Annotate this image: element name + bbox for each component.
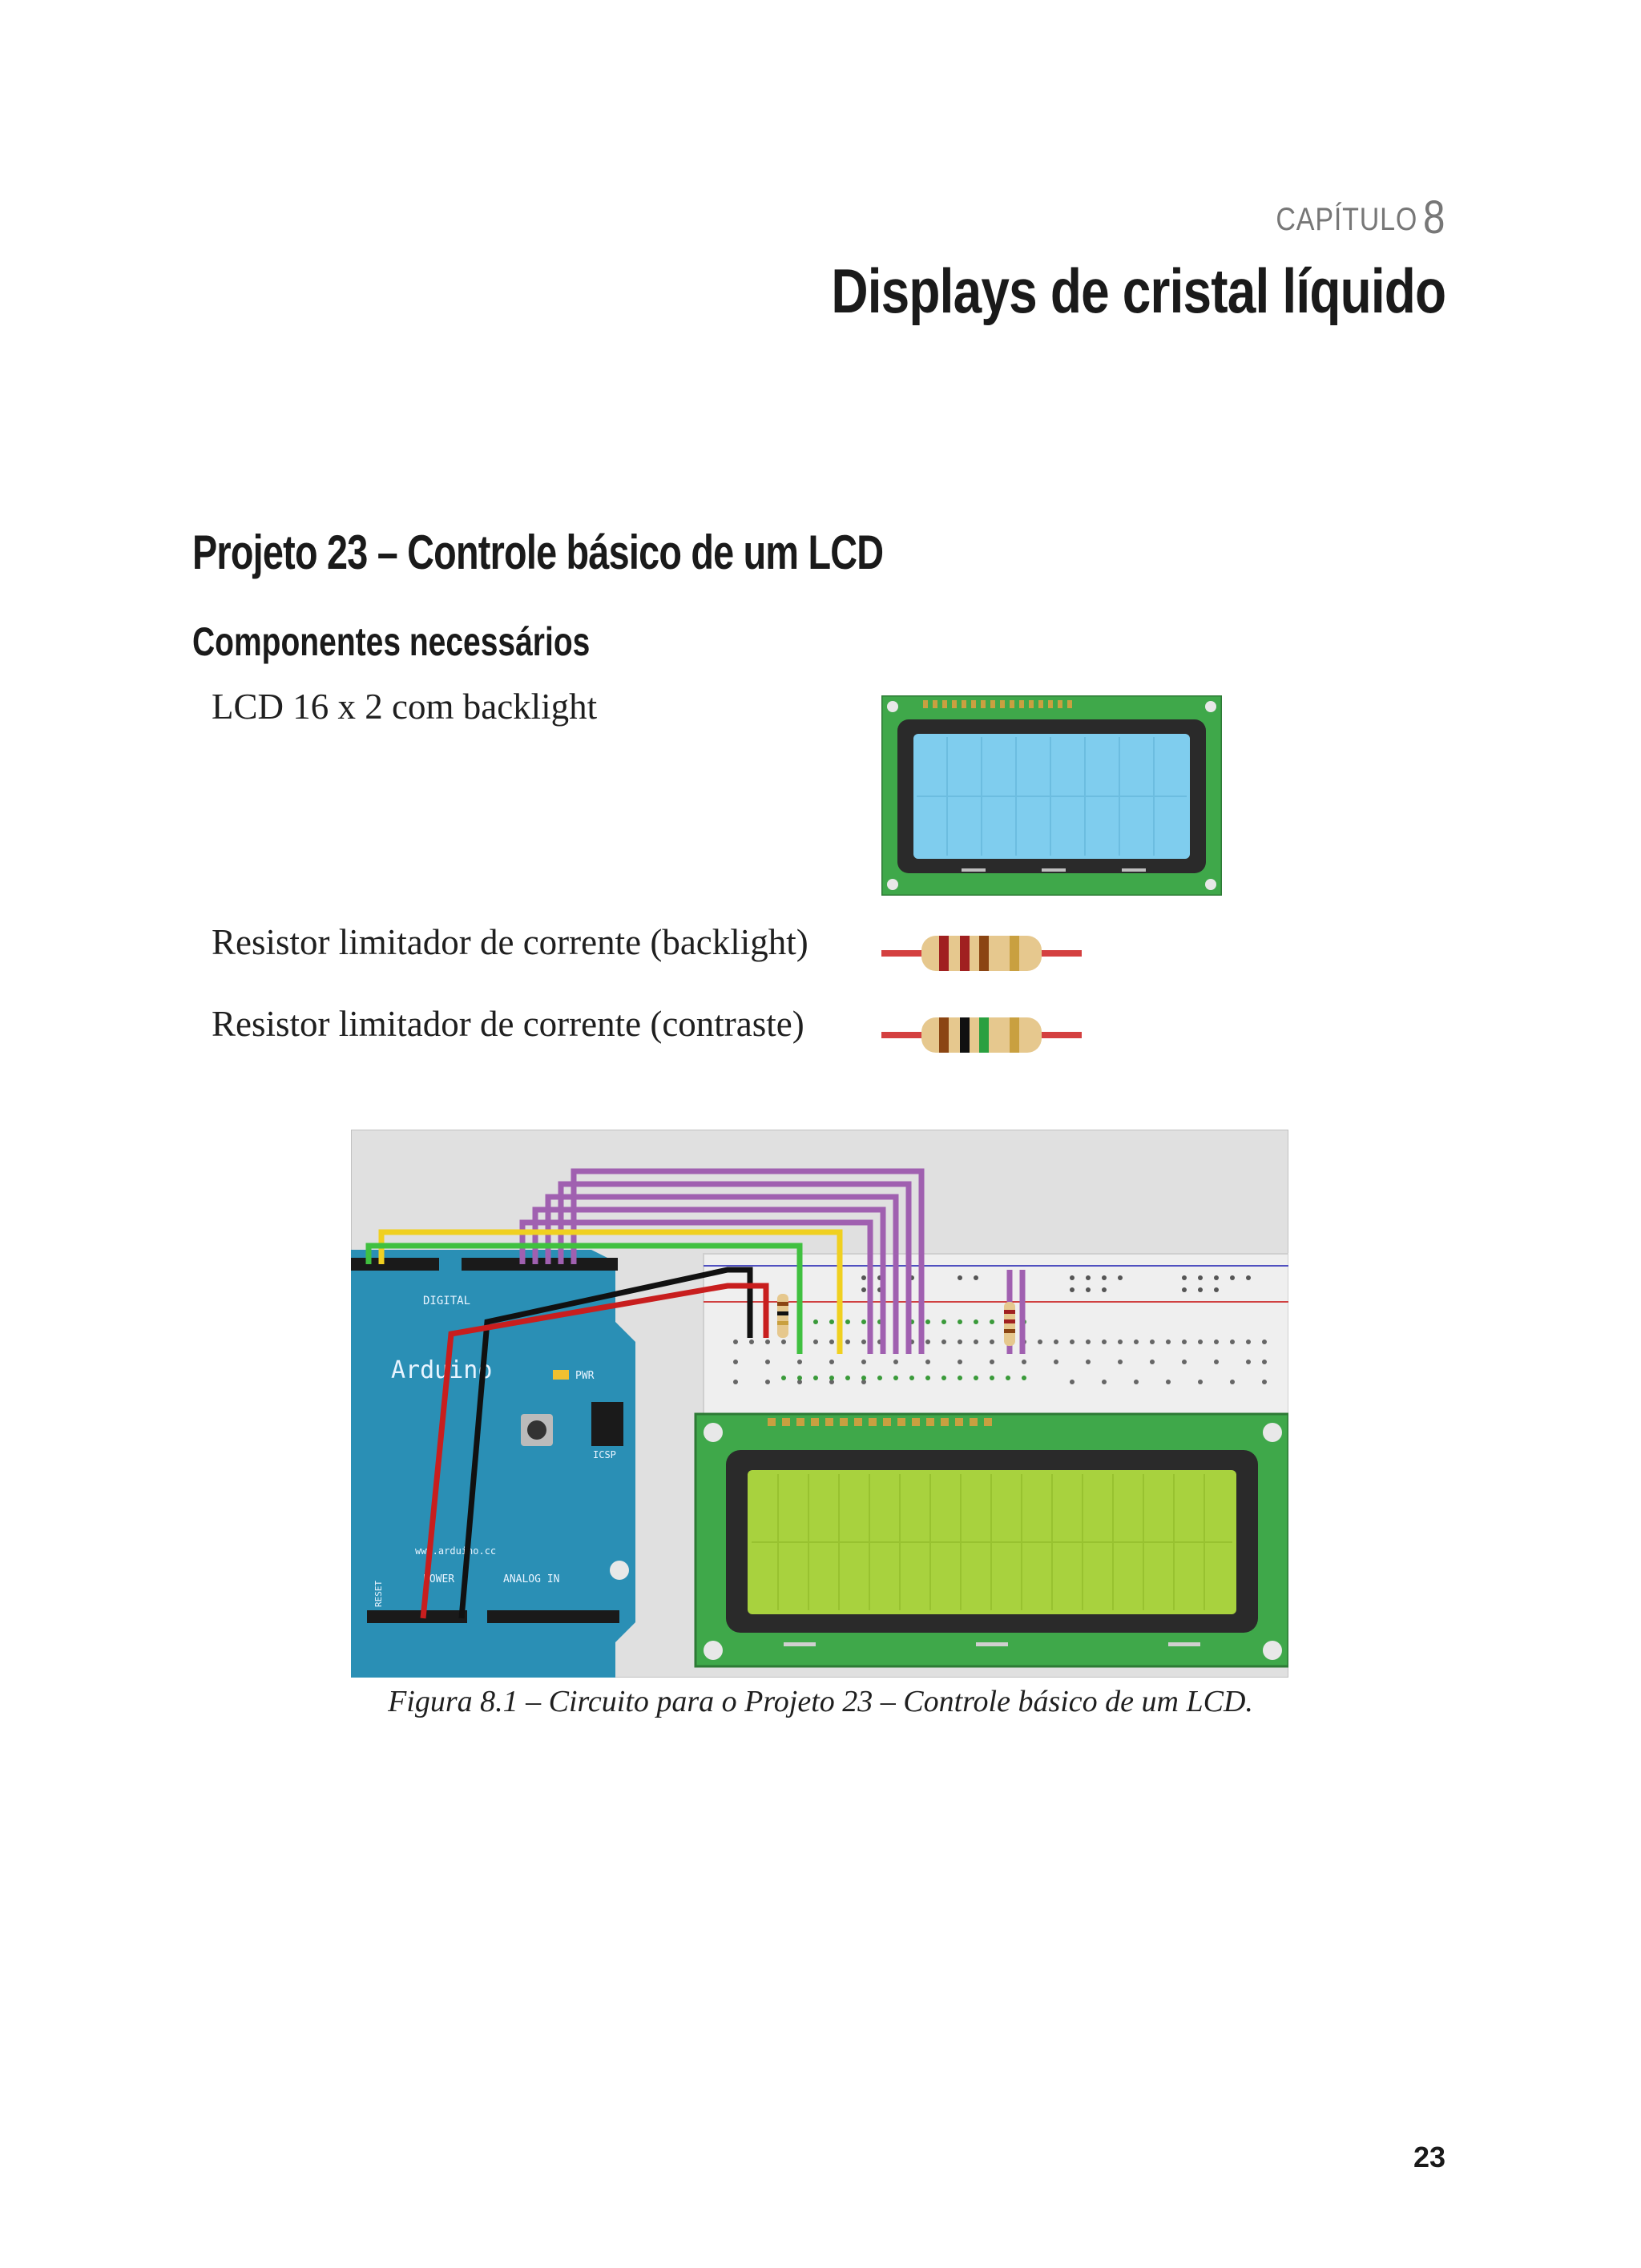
project-title: Projeto 23 – Controle básico de um LCD bbox=[192, 526, 884, 579]
site-label: www.arduino.cc bbox=[415, 1545, 497, 1557]
chapter-label bbox=[1276, 191, 1445, 244]
components-heading: Componentes necessários bbox=[192, 619, 591, 664]
pwr-label: PWR bbox=[575, 1370, 595, 1382]
lcd-module-icon bbox=[881, 695, 1222, 896]
analog-label: ANALOG IN bbox=[503, 1573, 560, 1585]
chapter-title: Displays de cristal líquido bbox=[831, 256, 1445, 326]
figure-caption: Figura 8.1 – Circuito para o Projeto 23 – Controle básico de um LCD. bbox=[388, 1685, 1253, 1718]
resistor-icon bbox=[881, 1011, 1082, 1059]
resistor-icon bbox=[1004, 1302, 1015, 1346]
component-lcd-label: LCD 16 x 2 com backlight bbox=[212, 687, 598, 727]
page-number: 23 bbox=[1413, 2141, 1445, 2173]
chapter-label-text: CAPÍTULO bbox=[1276, 202, 1417, 237]
circuit-diagram bbox=[351, 1130, 1288, 1678]
chapter-number: 8 bbox=[1422, 191, 1445, 244]
icsp-label: ICSP bbox=[593, 1449, 616, 1460]
reset-label: RESET bbox=[373, 1580, 384, 1607]
resistor-icon bbox=[777, 1294, 788, 1338]
resistor-icon bbox=[881, 929, 1082, 977]
power-label: POWER bbox=[423, 1573, 455, 1585]
component-resistor-contrast-label: Resistor limitador de corrente (contraste) bbox=[212, 1004, 804, 1044]
digital-label: DIGITAL bbox=[423, 1295, 471, 1307]
component-resistor-backlight-label: Resistor limitador de corrente (backlight) bbox=[212, 922, 808, 962]
arduino-label: Arduino bbox=[391, 1356, 493, 1384]
